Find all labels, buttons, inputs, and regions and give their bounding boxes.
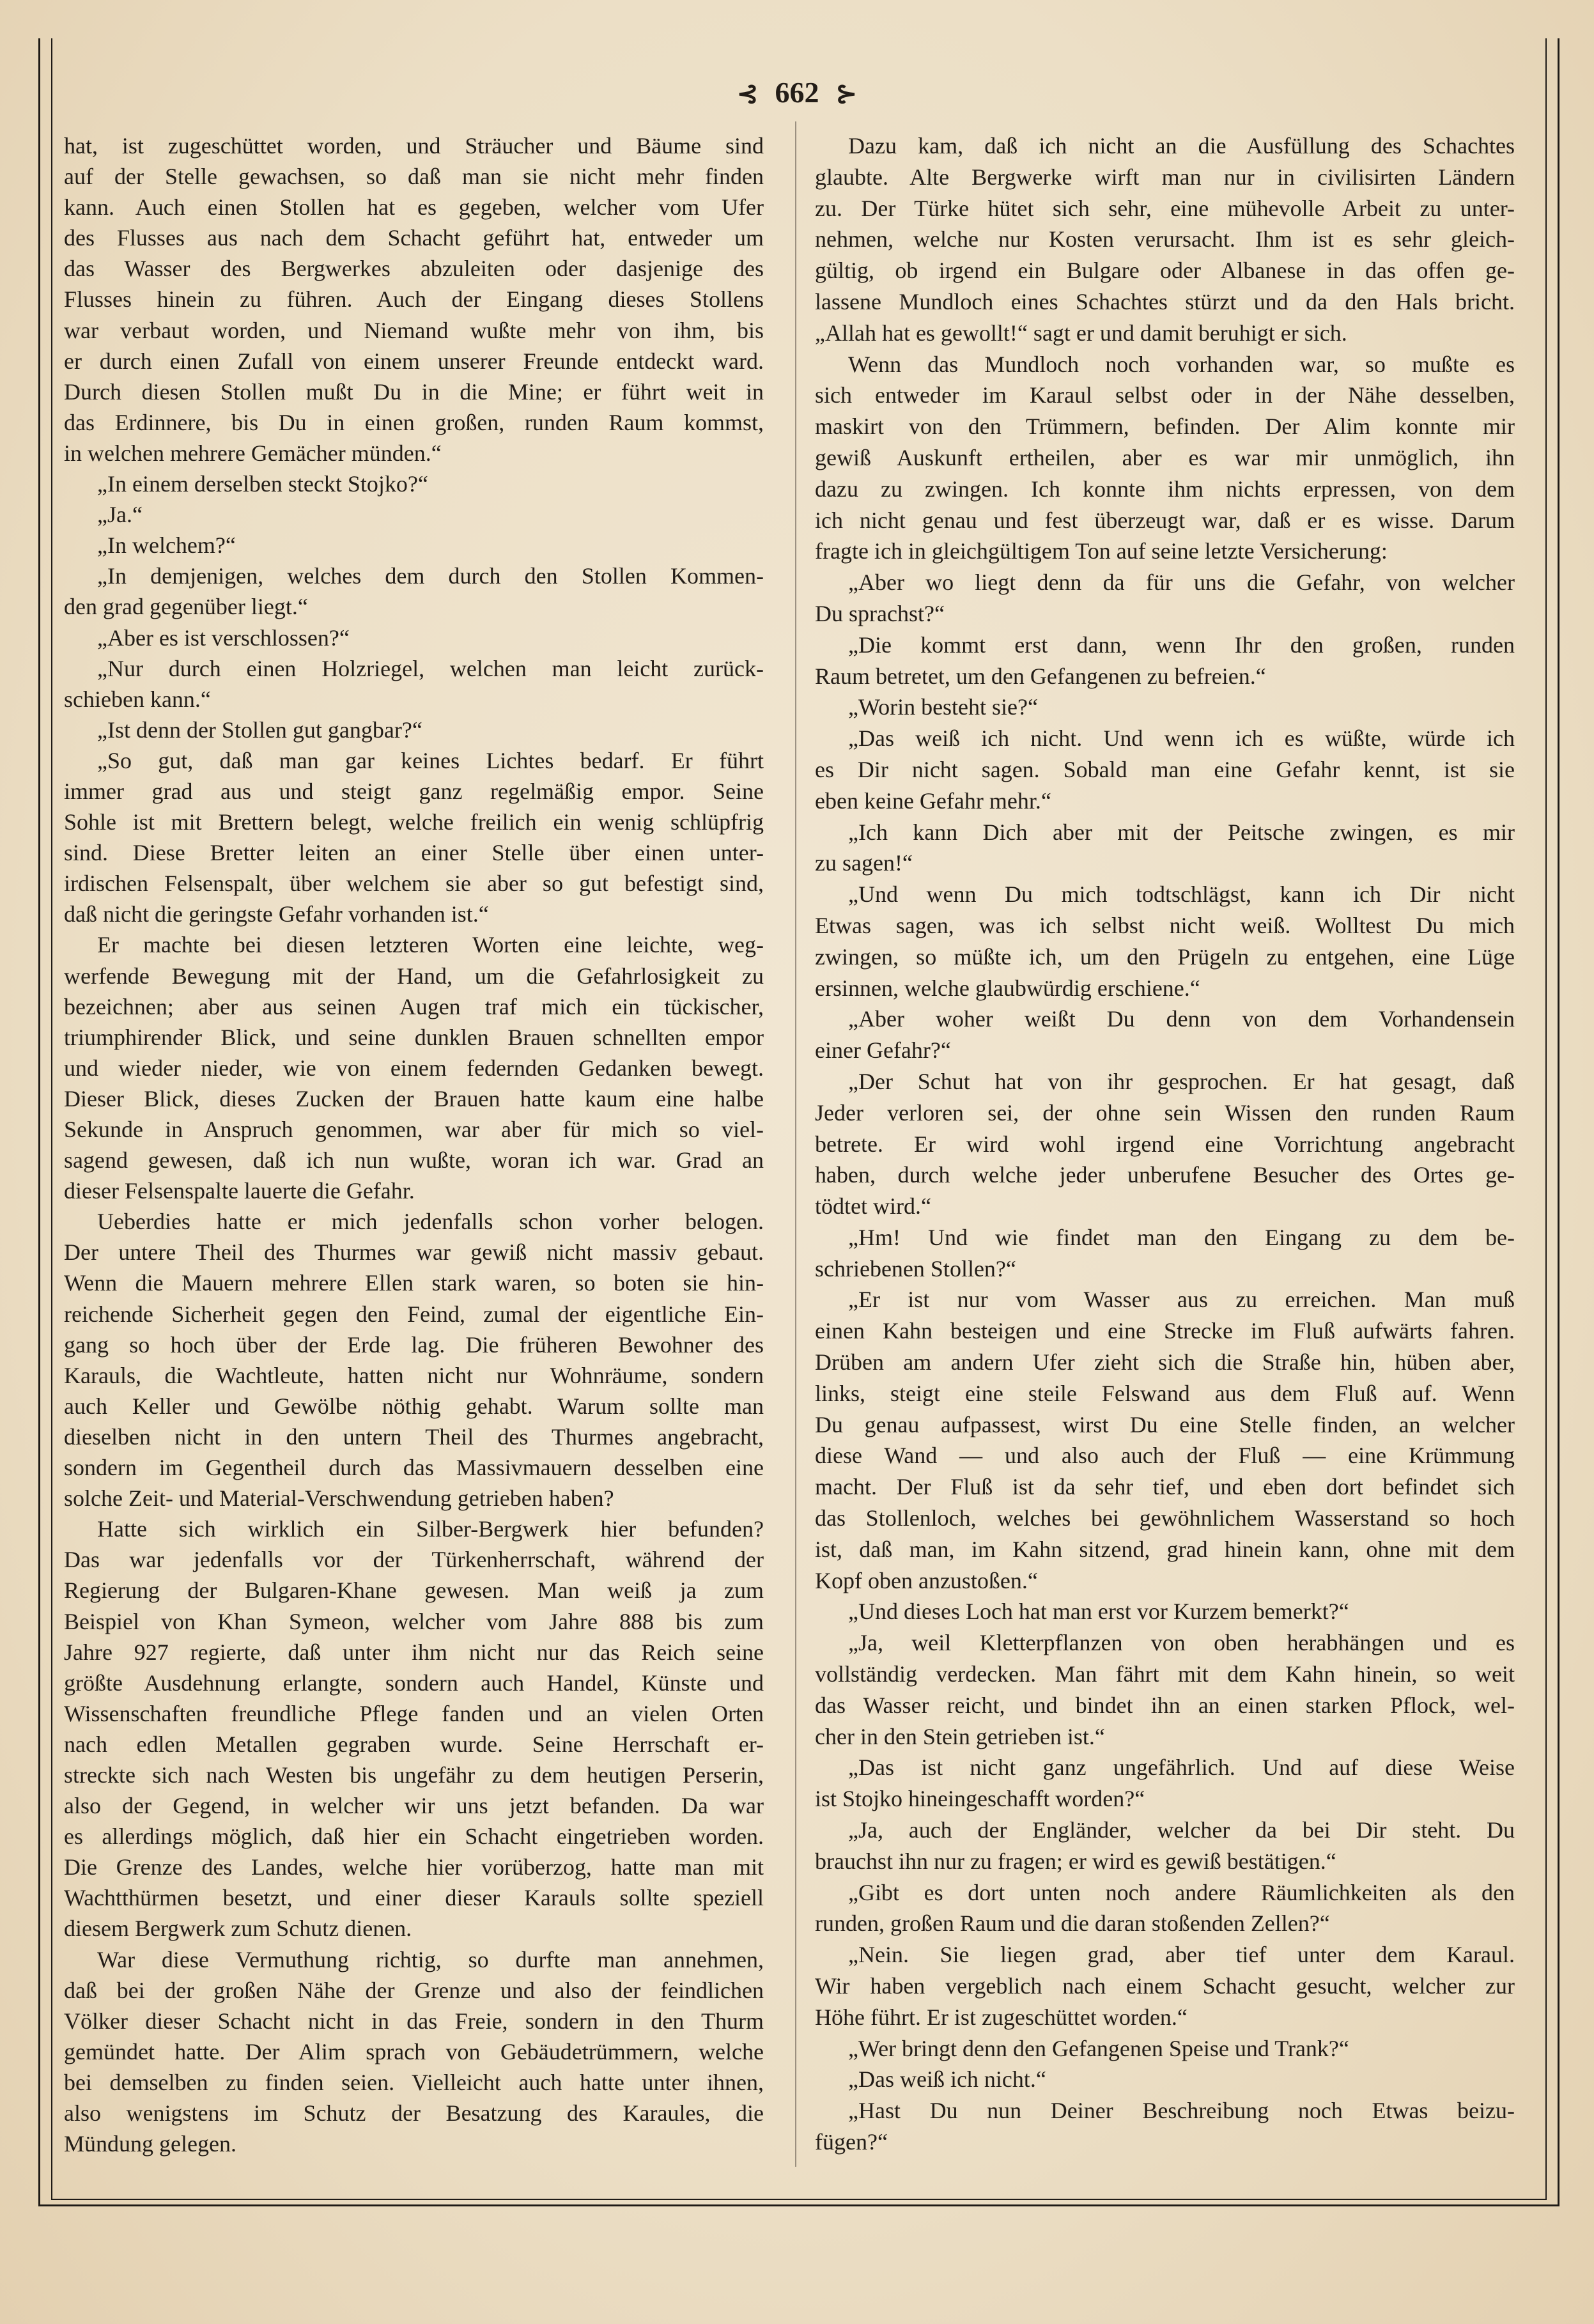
text-line: gang so hoch über der Erde lag. Die früheren Bewohner des [64, 1331, 764, 1358]
text-line: „Die kommt erst dann, wenn Ihr den großen, runden [848, 631, 1515, 658]
text-line: hat, ist zugeschüttet worden, und Sträucher und Bäume sind [64, 133, 764, 159]
page-header [0, 75, 1594, 109]
text-line: vollständig verdecken. Man fährt mit dem Kahn hinein, so weit [815, 1661, 1515, 1687]
text-line: größte Ausdehnung erlangte, sondern auch Handel, Künste und [64, 1669, 764, 1696]
paragraph [64, 715, 764, 745]
text-line: zwingen, so müßte ich, um den Prügeln zu entgehen, eine Lüge [815, 943, 1515, 970]
text-line: des Flusses aus nach dem Schacht geführt hat, entweder um [64, 225, 764, 251]
text-line: sagend gewesen, daß ich nun wußte, woran ich war. Grad an [64, 1147, 764, 1174]
text-line: streckte sich nach Westen bis ungefähr zu dem heutigen Perserin, [64, 1762, 764, 1788]
text-line: ich nicht genau und fest überzeugt war, daß er es wisse. Darum [815, 507, 1515, 533]
text-column-left [64, 130, 764, 2159]
text-line: glaubte. Alte Bergwerke wirft man nur in civilisirten Ländern [815, 164, 1515, 190]
paragraph [64, 469, 764, 499]
text-line: „In einem derselben steckt Stojko?“ [97, 471, 428, 497]
text-line: daß bei der großen Nähe der Grenze und also der feindlichen [64, 1977, 764, 2003]
text-line: es allerdings möglich, daß hier ein Schacht eingetrieben worden. [64, 1824, 764, 1850]
paragraph [64, 499, 764, 530]
paragraph [815, 2033, 1515, 2064]
text-line: „Hast Du nun Deiner Beschreibung noch Etwas beizu- [848, 2098, 1515, 2124]
text-line: macht. Der Fluß ist da sehr tief, und eben dort befindet sich [815, 1474, 1515, 1500]
text-line: „Ja.“ [97, 502, 143, 528]
text-line: „Er ist nur vom Wasser aus zu erreichen. Man muß [848, 1287, 1515, 1313]
text-line: triumphirender Blick, und seine dunklen Brauen schnellten empor [64, 1024, 764, 1050]
text-line: Hatte sich wirklich ein Silber-Bergwerk hier befunden? [97, 1516, 764, 1542]
text-line: daß nicht die geringste Gefahr vorhanden ist.“ [64, 901, 489, 927]
text-line: bezeichnen; aber aus seinen Augen traf mich ein tückischer, [64, 993, 764, 1019]
text-line: Jeder verloren sei, der ohne sein Wissen den runden Raum [815, 1099, 1515, 1126]
text-line: einen Kahn besteigen und eine Strecke im Fluß aufwärts fahren. [815, 1318, 1515, 1344]
text-line: ist, daß man, im Kahn sitzend, grad hinein kann, ohne mit dem [815, 1536, 1515, 1562]
paragraph [815, 1815, 1515, 1877]
paragraph [815, 1752, 1515, 1815]
paragraph [815, 1877, 1515, 1940]
paragraph [815, 2064, 1515, 2095]
text-line: betrete. Er wird wohl irgend eine Vorrichtung angebracht [815, 1131, 1515, 1157]
text-line: Mündung gelegen. [64, 2131, 236, 2157]
text-line: das Wasser des Bergwerkes abzuleiten oder dasjenige des [64, 256, 764, 282]
paragraph [64, 745, 764, 930]
text-line: „In demjenigen, welches dem durch den Stollen Kommen- [97, 563, 764, 589]
text-line: „Das weiß ich nicht.“ [848, 2066, 1046, 2093]
text-line: es Dir nicht sagen. Sobald man eine Gefahr kennt, ist sie [815, 756, 1515, 782]
text-line: Kopf oben anzustoßen.“ [815, 1567, 1038, 1593]
text-line: Der untere Theil des Thurmes war gewiß nicht massiv gebaut. [64, 1239, 764, 1266]
text-line: Ueberdies hatte er mich jedenfalls schon vorher belogen. [97, 1209, 764, 1235]
text-line: „So gut, daß man gar keines Lichtes bedarf. Er führt [97, 747, 764, 773]
text-line: tödtet wird.“ [815, 1193, 931, 1220]
text-line: und wieder nieder, wie von einem federnden Gedanken bewegt. [64, 1055, 764, 1081]
text-line: bei demselben zu finden seien. Vielleicht auch hatte unter ihnen, [64, 2069, 764, 2095]
text-line: Dazu kam, daß ich nicht an die Ausfüllung des Schachtes [848, 133, 1515, 159]
paragraph [64, 130, 764, 469]
text-line: dieser Felsenspalte lauerte die Gefahr. [64, 1178, 415, 1204]
text-line: reichende Sicherheit gegen den Feind, zumal der eigentliche Ein- [64, 1301, 764, 1327]
text-line: dazu zu zwingen. Ich konnte ihm nichts erpressen, von dem [815, 476, 1515, 502]
text-line: „Gibt es dort unten noch andere Räumlichkeiten als den [848, 1879, 1515, 1905]
text-line: nach edlen Metallen gegraben wurde. Seine Herrschaft er- [64, 1731, 764, 1757]
text-line: Die Grenze des Landes, welche hier vorüberzog, hatte man mit [64, 1854, 764, 1880]
paragraph [815, 349, 1515, 568]
paragraph [64, 530, 764, 561]
text-line: Völker dieser Schacht nicht in das Freie, sondern in den Thurm [64, 2008, 764, 2034]
text-line: runden, großen Raum und die daran stoßenden Zellen?“ [815, 1910, 1330, 1937]
text-line: in welchen mehrere Gemächer münden.“ [64, 440, 442, 466]
text-line: links, steigt eine steile Felswand aus dem Fluß auf. Wenn [815, 1380, 1515, 1406]
text-line: „Ja, auch der Engländer, welcher da bei Dir steht. Du [848, 1817, 1515, 1843]
text-line: diesem Bergwerk zum Schutz dienen. [64, 1916, 412, 1942]
paragraph [64, 929, 764, 1206]
text-line: Wissenschaften freundliche Pflege fanden und an vielen Orten [64, 1700, 764, 1726]
paragraph [815, 1003, 1515, 1066]
text-line: lassene Mundloch eines Schachtes stürzt und da den Hals bricht. [815, 288, 1515, 314]
text-line: kann. Auch einen Stollen hat es gegeben, welcher vom Ufer [64, 194, 764, 221]
column-divider [795, 121, 796, 2167]
text-line: Flusses hinein zu führen. Auch der Eingang dieses Stollens [64, 286, 764, 313]
text-line: sich entweder im Karaul selbst oder in der Nähe desselben, [815, 382, 1515, 408]
text-line: gewiß Auskunft ertheilen, aber es war mir unmöglich, ihn [815, 444, 1515, 470]
text-line: also der Gegend, in welcher wir uns jetzt befanden. Da war [64, 1793, 764, 1819]
text-line: Etwas sagen, was ich selbst nicht weiß. Wolltest Du mich [815, 912, 1515, 938]
text-line: Das war jedenfalls vor der Türkenherrschaft, während der [64, 1547, 764, 1573]
text-line: das Stollenloch, welches bei gewöhnlichem Wasserstand so hoch [815, 1505, 1515, 1531]
ornament-left-icon: ⊰ [736, 79, 759, 108]
paragraph [815, 2095, 1515, 2158]
paragraph [815, 630, 1515, 692]
text-line: Du genau aufpassest, wirst Du eine Stelle finden, an welcher [815, 1411, 1515, 1437]
text-line: schriebenen Stollen?“ [815, 1255, 1016, 1282]
page-number: 662 [775, 76, 819, 109]
text-line: immer grad aus und steigt ganz regelmäßig empor. Seine [64, 778, 764, 804]
ornament-right-icon: ⊱ [835, 79, 858, 108]
text-line: war verbaut worden, und Niemand wußte mehr von ihm, bis [64, 317, 764, 343]
text-line: dieselben nicht in den untern Theil des Thurmes angebracht, [64, 1423, 764, 1450]
text-line: „Der Schut hat von ihr gesprochen. Er hat gesagt, daß [848, 1068, 1515, 1094]
text-line: Er machte bei diesen letzteren Worten eine leichte, weg- [97, 932, 764, 958]
text-line: Dieser Blick, dieses Zucken der Brauen hatte kaum eine halbe [64, 1085, 764, 1112]
text-line: „Allah hat es gewollt!“ sagt er und damit beruhigt er sich. [815, 320, 1347, 346]
text-line: auch Keller und Gewölbe nöthig gehabt. Warum sollte man [64, 1393, 764, 1419]
text-line: „Aber wo liegt denn da für uns die Gefahr, von welcher [848, 569, 1515, 596]
text-line: solche Zeit- und Material-Verschwendung getrieben haben? [64, 1485, 614, 1512]
text-line: „Und dieses Loch hat man erst vor Kurzem bemerkt?“ [848, 1599, 1349, 1625]
text-line: Wenn das Mundloch noch vorhanden war, so mußte es [848, 351, 1515, 377]
paragraph [815, 879, 1515, 1003]
text-line: sind. Diese Bretter leiten an einer Stelle über einen unter- [64, 840, 764, 866]
paragraph [815, 723, 1515, 816]
text-line: haben, durch welche jeder unberufene Besucher des Ortes ge- [815, 1162, 1515, 1188]
text-line: „Das weiß ich nicht. Und wenn ich es wüßte, würde ich [848, 725, 1515, 752]
paragraph [815, 1627, 1515, 1752]
text-line: werfende Bewegung mit der Hand, um die Gefahrlosigkeit zu [64, 963, 764, 989]
text-line: Wachtthürmen besetzt, und einer dieser Karauls sollte speziell [64, 1885, 764, 1911]
text-line: irdischen Felsenspalt, über welchem sie aber so gut befestigt sind, [64, 871, 764, 897]
text-line: fügen?“ [815, 2129, 888, 2155]
text-line: Drüben am andern Ufer zieht sich die Straße hin, hüben aber, [815, 1349, 1515, 1375]
text-line: Karauls, die Wachtleute, hatten nicht nur Wohnräume, sondern [64, 1362, 764, 1388]
text-line: „Und wenn Du mich todtschlägst, kann ich Dir nicht [848, 881, 1515, 908]
paragraph [64, 653, 764, 715]
text-line: den grad gegenüber liegt.“ [64, 594, 308, 620]
text-line: nehmen, welche nur Kosten verursacht. Ihm ist es sehr gleich- [815, 226, 1515, 252]
text-line: zu sagen!“ [815, 850, 913, 876]
text-line: Wir haben vergeblich nach einem Schacht gesucht, welcher zur [815, 1973, 1515, 1999]
text-line: Durch diesen Stollen mußt Du in die Mine; er führt weit in [64, 378, 764, 405]
text-line: „Aber woher weißt Du denn von dem Vorhandensein [848, 1006, 1515, 1032]
text-line: Du sprachst?“ [815, 600, 945, 626]
text-line: ist Stojko hineingeschafft worden?“ [815, 1786, 1145, 1812]
text-line: Sekunde in Anspruch genommen, war aber für mich so viel- [64, 1117, 764, 1142]
text-line: War diese Vermuthung richtig, so durfte man annehmen, [97, 1946, 764, 1972]
text-line: brauchst ihn nur zu fragen; er wird es gewiß bestätigen.“ [815, 1848, 1336, 1874]
text-line: „Worin besteht sie?“ [848, 694, 1038, 720]
text-line: das Erdinnere, bis Du in einen großen, runden Raum kommst, [64, 409, 764, 435]
text-line: maskirt von den Trümmern, befinden. Der Alim konnte mir [815, 414, 1515, 440]
text-line: „Ist denn der Stollen gut gangbar?“ [97, 717, 422, 743]
paragraph [64, 623, 764, 653]
text-line: „Wer bringt denn den Gefangenen Speise und Trank?“ [848, 2035, 1349, 2061]
text-line: „Ja, weil Kletterpflanzen von oben herabhängen und es [848, 1630, 1515, 1656]
text-line: sondern im Gegentheil durch das Massivmauern desselben eine [64, 1455, 764, 1481]
text-line: „Das ist nicht ganz ungefährlich. Und auf diese Weise [848, 1755, 1515, 1781]
paragraph [815, 1222, 1515, 1285]
text-line: gemündet hatte. Der Alim sprach von Gebäudetrümmern, welche [64, 2038, 764, 2064]
paragraph [815, 1596, 1515, 1627]
paragraph [815, 130, 1515, 349]
text-line: „Ich kann Dich aber mit der Peitsche zwingen, es mir [848, 819, 1515, 845]
paragraph [64, 561, 764, 622]
paragraph [815, 817, 1515, 879]
paragraph [64, 1944, 764, 2160]
text-line: Raum betretet, um den Gefangenen zu befreien.“ [815, 663, 1266, 689]
text-line: Sohle ist mit Brettern belegt, welche freilich ein wenig schlüpfrig [64, 809, 764, 835]
text-line: das Wasser reicht, und bindet ihn an einen starken Pflock, wel- [815, 1692, 1515, 1718]
text-line: „Nur durch einen Holzriegel, welchen man leicht zurück- [97, 655, 764, 681]
paragraph [815, 692, 1515, 723]
text-line: „In welchem?“ [97, 532, 236, 559]
text-line: „Nein. Sie liegen grad, aber tief unter dem Karaul. [848, 1942, 1515, 1968]
text-column-right [815, 130, 1515, 2158]
text-line: gültig, ob irgend ein Bulgare oder Albanese in das offen ge- [815, 258, 1515, 284]
text-line: fragte ich in gleichgültigem Ton auf seine letzte Versicherung: [815, 538, 1388, 564]
text-line: auf der Stelle gewachsen, so daß man sie nicht mehr finden [64, 164, 764, 190]
text-line: „Hm! Und wie findet man den Eingang zu dem be- [848, 1224, 1515, 1250]
text-line: „Aber es ist verschlossen?“ [97, 624, 350, 651]
paragraph [815, 1939, 1515, 2033]
paragraph [815, 1284, 1515, 1596]
text-line: eben keine Gefahr mehr.“ [815, 787, 1051, 814]
text-line: Regierung der Bulgaren-Khane gewesen. Man weiß ja zum [64, 1577, 764, 1604]
paragraph [815, 1066, 1515, 1222]
text-line: Höhe führt. Er ist zugeschüttet worden.“ [815, 2004, 1188, 2030]
text-line: Jahre 927 regierte, daß unter ihm nicht nur das Reich seine [64, 1639, 764, 1665]
text-line: einer Gefahr?“ [815, 1037, 951, 1064]
paragraph [64, 1206, 764, 1514]
text-line: also wenigstens im Schutz der Besatzung des Karaules, die [64, 2100, 764, 2126]
paragraph [815, 567, 1515, 630]
text-line: schieben kann.“ [64, 686, 211, 712]
text-line: Wenn die Mauern mehrere Ellen stark waren, so boten sie hin- [64, 1270, 764, 1296]
text-line: diese Wand — und also auch der Fluß — eine Krümmung [815, 1443, 1515, 1469]
text-line: cher in den Stein getrieben ist.“ [815, 1723, 1105, 1749]
paragraph [64, 1514, 764, 1944]
text-line: ersinnen, welche glaubwürdig erschiene.“ [815, 975, 1200, 1001]
text-line: zu. Der Türke hütet sich sehr, eine mühevolle Arbeit zu unter- [815, 195, 1515, 221]
text-line: er durch einen Zufall von einem unserer Freunde entdeckt ward. [64, 348, 764, 374]
text-line: Beispiel von Khan Symeon, welcher vom Jahre 888 bis zum [64, 1608, 764, 1634]
